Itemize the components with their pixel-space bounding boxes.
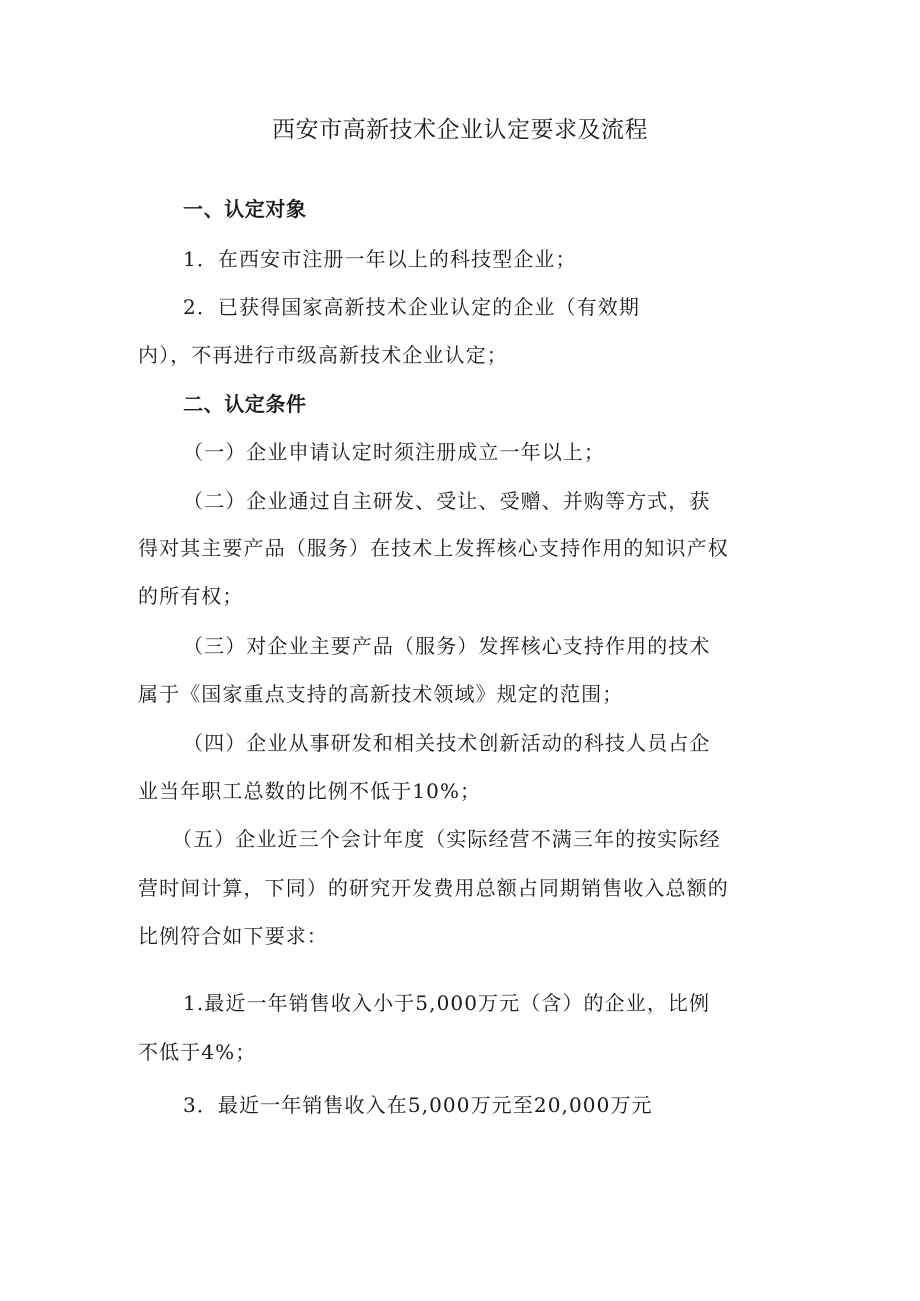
condition-5-line-2: 营时间计算，下同）的研究开发费用总额占同期销售收入总额的: [138, 876, 729, 900]
requirement-1-line-1: 1.最近一年销售收入小于5,000万元（含）的企业，比例: [183, 991, 711, 1015]
section-heading-targets: 一、认定对象: [183, 197, 307, 221]
target-item-2-line-1: 2．已获得国家高新技术企业认定的企业（有效期: [183, 295, 640, 319]
condition-5-line-1: （五）企业近三个会计年度（实际经营不满三年的按实际经: [172, 827, 721, 851]
condition-4-line-1: （四）企业从事研发和相关技术创新活动的科技人员占企: [183, 731, 711, 755]
condition-2-line-1: （二）企业通过自主研发、受让、受赠、并购等方式，获: [183, 489, 711, 513]
section-heading-conditions: 二、认定条件: [183, 392, 307, 416]
condition-2-line-2: 得对其主要产品（服务）在技术上发挥核心支持作用的知识产权: [138, 536, 729, 560]
requirement-1-line-2: 不低于4%；: [138, 1040, 257, 1064]
target-item-2-line-2: 内），不再进行市级高新技术企业认定；: [138, 343, 508, 367]
document-title: 西安市高新技术企业认定要求及流程: [272, 117, 648, 143]
condition-2-line-3: 的所有权；: [138, 584, 244, 608]
condition-3-line-1: （三）对企业主要产品（服务）发挥核心支持作用的技术: [183, 634, 711, 658]
requirement-3-line-1: 3．最近一年销售收入在5,000万元至20,000万元: [183, 1093, 653, 1117]
condition-4-line-2: 业当年职工总数的比例不低于10%；: [138, 779, 482, 803]
condition-3-line-2: 属于《国家重点支持的高新技术领域》规定的范围；: [138, 682, 624, 706]
condition-5-line-3: 比例符合如下要求：: [138, 924, 328, 948]
target-item-1: 1．在西安市注册一年以上的科技型企业；: [183, 247, 577, 271]
condition-1: （一）企业申请认定时须注册成立一年以上；: [183, 440, 605, 464]
